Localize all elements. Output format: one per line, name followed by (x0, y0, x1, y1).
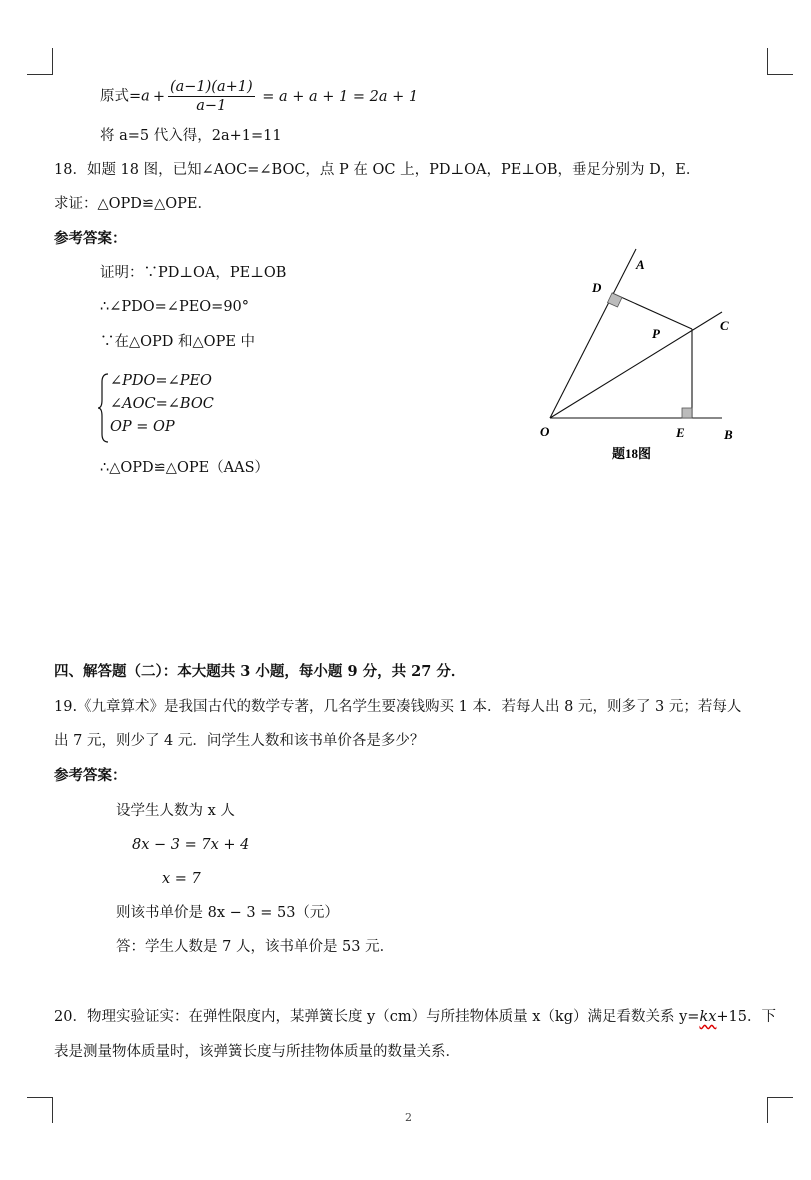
p17-orig-rhs: = a + a + 1 = 2a + 1 (262, 88, 419, 105)
ray-oa (550, 249, 636, 418)
crop-mark-top-right (767, 48, 768, 74)
q18-proof-line-3: ∵在△OPD 和△OPE 中 (100, 334, 256, 350)
figure-caption: 题18图 (612, 446, 652, 461)
p17-fraction (168, 78, 255, 115)
label-a: A (636, 257, 645, 272)
q18-figure (530, 245, 760, 465)
q19-stem-line-1: 19.《九章算术》是我国古代的数学专著，几名学生要凑钱购买 1 本．若每人出 8 元，则多了 3 元；若每人 (54, 699, 742, 715)
label-b: B (724, 427, 733, 442)
p17-fraction-numerator: (a−1)(a+1) (169, 79, 253, 95)
label-c: C (720, 318, 729, 333)
q19-answer-label: 参考答案： (54, 767, 127, 784)
right-angle-mark-d (608, 293, 623, 307)
q18-prove: 求证：△OPD≌△OPE． (54, 196, 212, 212)
p17-orig-a: a (141, 88, 150, 105)
crop-mark-top-left-h (27, 74, 53, 75)
q19-solution-line-1: 设学生人数为 x 人 (116, 803, 235, 819)
crop-mark-bottom-left (52, 1097, 53, 1123)
q18-system-eq-2: ∠AOC=∠BOC (110, 396, 214, 412)
crop-mark-top-left (52, 48, 53, 74)
q20-stem-kx: kx (699, 1009, 717, 1025)
page-number: 2 (405, 1111, 412, 1124)
crop-mark-bottom-right (767, 1097, 768, 1123)
q20-stem-line-1-a: 20．物理实验证实：在弹性限度内，某弹簧长度 y（cm）与所挂物体质量 x（kg）满足看数关系 y= (54, 1009, 700, 1025)
right-angle-mark-e (682, 408, 692, 418)
q18-system-eq-3: OP = OP (110, 419, 175, 435)
q18-conclusion: ∴△OPD≌△OPE（AAS） (100, 460, 270, 476)
section-4-title: 四、解答题（二）：本大题共 3 小题，每小题 9 分，共 27 分． (54, 663, 466, 680)
q18-stem: 18．如题 18 图，已知∠AOC=∠BOC，点 P 在 OC 上，PD⊥OA，PE⊥OB，垂足分别为 D，E． (54, 162, 701, 178)
q18-proof-line-2: ∴∠PDO=∠PEO=90° (100, 299, 250, 315)
q20-stem-line-2: 表是测量物体质量时，该弹簧长度与所挂物体质量的数量关系． (54, 1044, 460, 1060)
q18-proof-line-1: 证明：∵PD⊥OA，PE⊥OB (100, 265, 287, 281)
q19-stem-line-2: 出 7 元，则少了 4 元．问学生人数和该书单价各是多少？ (54, 733, 425, 749)
p17-orig-label: 原式= (100, 88, 142, 105)
p17-simplification (100, 78, 418, 115)
p17-fraction-denominator: a−1 (196, 98, 227, 114)
q19-solution-line-2: 8x − 3 = 7x + 4 (132, 837, 250, 853)
label-p: P (652, 326, 660, 341)
crop-mark-top-right-h (767, 74, 793, 75)
label-e: E (676, 425, 685, 440)
crop-mark-bottom-left-h (27, 1097, 53, 1098)
q20-stem-line-1 (54, 1007, 776, 1027)
segment-pd (612, 293, 692, 329)
q20-stem-line-1-b: +15．下 (716, 1009, 777, 1025)
label-o: O (540, 424, 550, 439)
q19-solution-line-5: 答：学生人数是 7 人，该书单价是 53 元． (116, 939, 395, 955)
q19-solution-line-4: 则该书单价是 8x − 3 = 53（元） (116, 905, 339, 921)
q18-system-brace (98, 372, 110, 444)
q18-answer-label: 参考答案： (54, 230, 127, 247)
label-d: D (592, 280, 602, 295)
p17-plus: + (152, 88, 165, 105)
q19-solution-line-3: x = 7 (162, 871, 201, 887)
ray-oc (550, 312, 722, 418)
crop-mark-bottom-right-h (767, 1097, 793, 1098)
p17-substitution: 将 a=5 代入得，2a+1=11 (100, 128, 282, 144)
q18-system-eq-1: ∠PDO=∠PEO (110, 373, 212, 389)
